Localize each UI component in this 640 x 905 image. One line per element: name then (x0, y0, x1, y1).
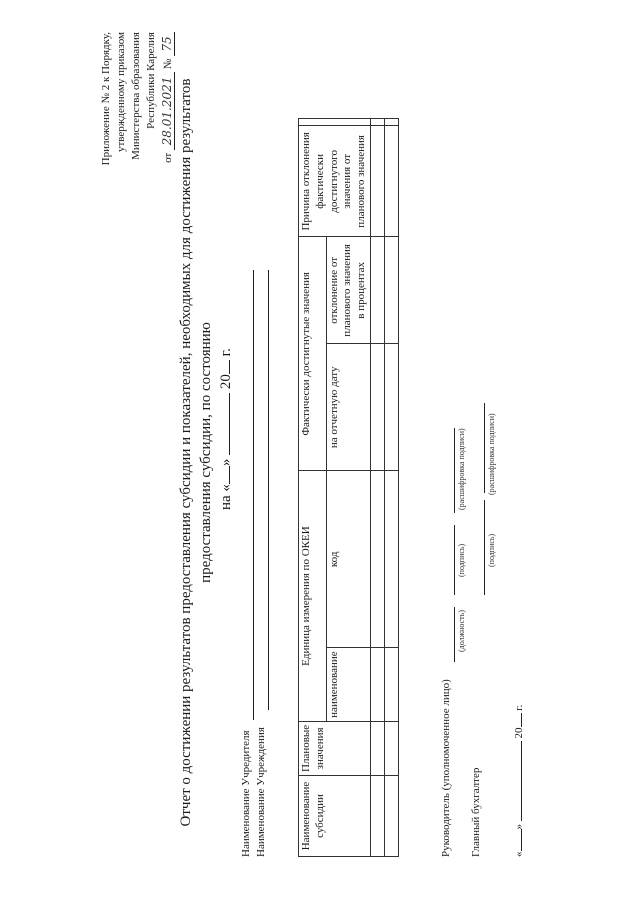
cell (384, 119, 398, 126)
col-actual-date: на отчетную дату (326, 344, 370, 471)
cell[interactable] (384, 776, 398, 857)
footer-year-prefix: 20 (513, 727, 525, 739)
title-year-prefix: 20 (218, 374, 234, 390)
accountant-decoding-line[interactable] (484, 403, 485, 493)
head-signature-caption: (подпись) (457, 543, 466, 577)
cell[interactable] (384, 471, 398, 648)
footer-date-open: « (513, 851, 525, 857)
table-header-row-1 (299, 119, 327, 857)
appendix-from-label: от (162, 152, 174, 163)
institution-field-line[interactable] (268, 270, 269, 710)
appendix-line-2: утвержденному приказом (115, 32, 127, 153)
cell[interactable] (384, 721, 398, 775)
table-row (370, 119, 384, 857)
title-date-open: на « (218, 484, 234, 510)
footer-year-suffix: г. (513, 704, 525, 711)
col-actual-group: Фактически достигнутые значения (299, 237, 327, 471)
head-decoding-caption: (расшифровка подписи) (457, 428, 466, 510)
cell (370, 119, 384, 126)
accountant-signature-caption: (подпись) (487, 533, 496, 567)
title-line-1: Отчет о достижении результатов предоставления субсидии и показателей, необходимых для достижения результатов (178, 78, 194, 827)
cell[interactable] (384, 126, 398, 237)
accountant-label: Главный бухгалтер (470, 767, 482, 857)
accountant-signature-line[interactable] (484, 500, 485, 595)
cell[interactable] (384, 648, 398, 721)
col-extra (299, 119, 371, 126)
cell[interactable] (370, 721, 384, 775)
founder-field-line[interactable] (253, 270, 254, 720)
head-position-line[interactable] (454, 607, 455, 662)
accountant-decoding-caption: (расшифровка подписи) (487, 413, 496, 495)
col-actual-deviation: отклонение от планового значения в процентах (326, 237, 370, 344)
cell[interactable] (370, 776, 384, 857)
head-decoding-line[interactable] (454, 428, 455, 513)
cell[interactable] (370, 344, 384, 471)
col-planned: Плановые значения (299, 721, 371, 775)
footer-date-close: » (513, 824, 525, 830)
appendix-line-4: Республики Карелия (145, 32, 157, 129)
appendix-number-handwritten: 75 (160, 32, 175, 56)
appendix-line-3: Министерства образования (130, 32, 142, 160)
appendix-date-line (160, 32, 175, 163)
appendix-number-label: № (162, 58, 174, 70)
cell[interactable] (384, 237, 398, 344)
col-unit-code: код (326, 471, 370, 648)
appendix-date-handwritten: 28.01.2021 (160, 72, 175, 150)
appendix-line-1: Приложение № 2 к Порядку, (100, 32, 112, 166)
institution-label: Наименование Учреждения (255, 727, 267, 857)
title-date-close: » (218, 458, 234, 467)
col-unit-name: наименование (326, 648, 370, 721)
col-subsidy: Наименование субсидии (299, 776, 371, 857)
col-unit-group: Единица измерения по ОКЕИ (299, 471, 327, 721)
head-label: Руководитель (уполномоченное лицо) (440, 679, 452, 857)
table-row (384, 119, 398, 857)
title-line-2: предоставления субсидии, по состоянию (198, 322, 214, 583)
footer-date (513, 705, 525, 857)
cell[interactable] (370, 126, 384, 237)
cell[interactable] (370, 237, 384, 344)
cell[interactable] (370, 648, 384, 721)
title-year-suffix: г. (218, 348, 234, 357)
cell[interactable] (384, 344, 398, 471)
head-signature-line[interactable] (454, 525, 455, 595)
cell[interactable] (370, 471, 384, 648)
founder-label: Наименование Учредителя (240, 730, 252, 857)
report-table (298, 118, 399, 857)
title-line-3 (218, 348, 235, 510)
head-position-caption: (должность) (457, 610, 466, 652)
col-reason: Причина отклонения фактически достигнутого значения от планового значения (299, 126, 371, 237)
